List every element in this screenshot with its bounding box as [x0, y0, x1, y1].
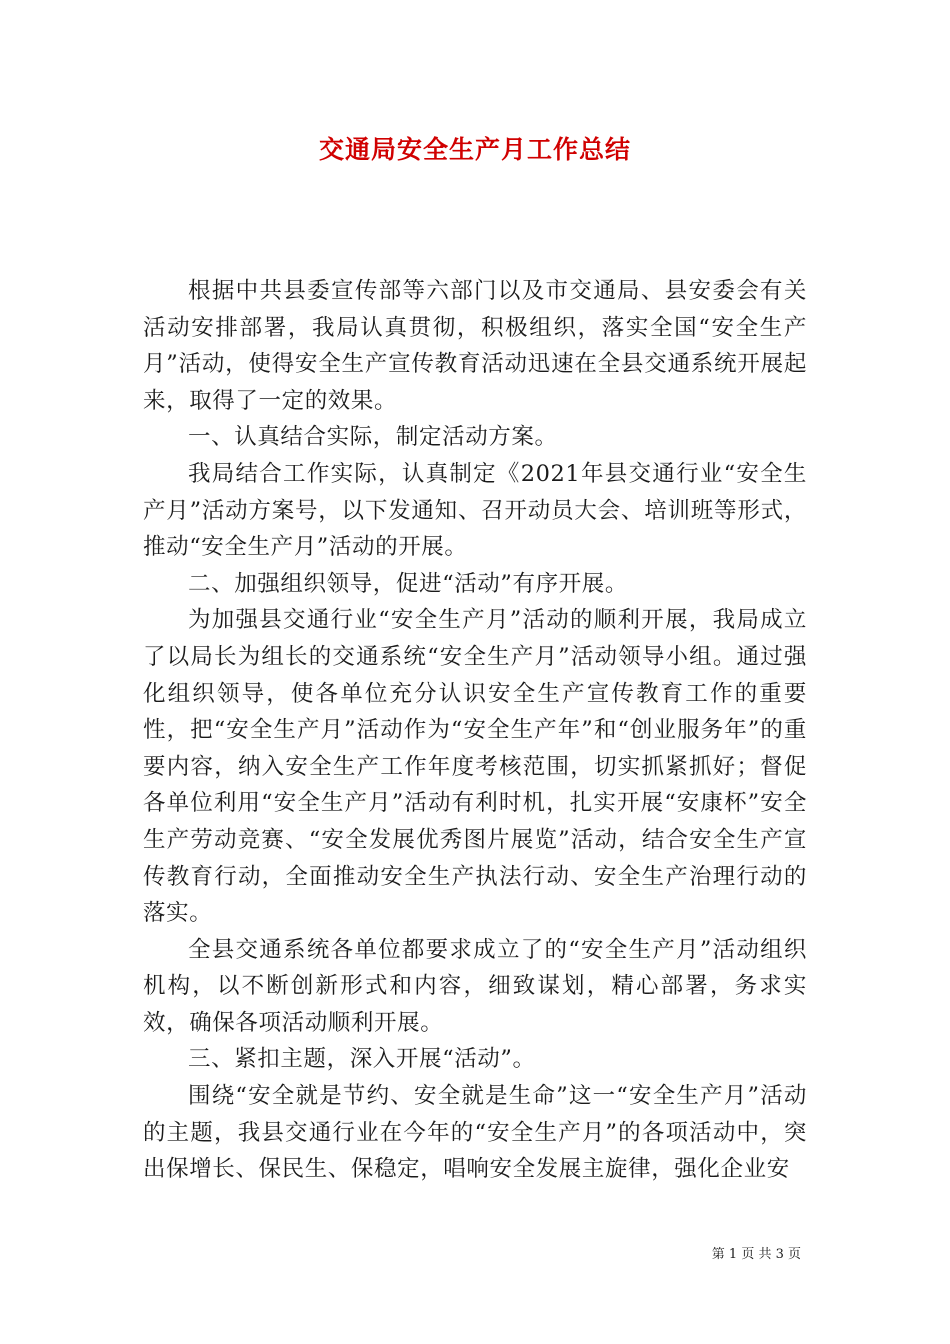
- paragraph-section-2b: 全县交通系统各单位都要求成立了的“安全生产月”活动组织机构，以不断创新形式和内容，细致谋划，精心部署，务求实效，确保各项活动顺利开展。: [143, 936, 807, 1036]
- paragraph-section-3: 围绕“安全就是节约、安全就是生命”这一“安全生产月”活动的主题，我县交通行业在今年的“安全生产月”的各项活动中，突出保增长、保民生、保稳定，唱响安全发展主旋律，强化企业安: [143, 1083, 807, 1183]
- section-heading-2: 二、加强组织领导，促进“活动”有序开展。: [188, 570, 629, 597]
- document-title: 交通局安全生产月工作总结: [318, 135, 631, 164]
- paragraph-section-2a: 为加强县交通行业“安全生产月”活动的顺利开展，我局成立了以局长为组长的交通系统“安全生产月”活动领导小组。通过强化组织领导，使各单位充分认识安全生产宣传教育工作的重要性，把“安全生产月”活动作为“安全生产年”和“创业服务年”的重要内容，纳入安全生产工作年度考核范围，切实抓紧抓好；督促各单位利用“安全生产月”活动有利时机，扎实开展“安康杯”安全生产劳动竞赛、“安全发展优秀图片展览”活动，结合安全生产宣传教育行动，全面推动安全生产执法行动、安全生产治理行动的落实。: [143, 607, 807, 927]
- page-number: 第 1 页 共 3 页: [711, 1247, 801, 1262]
- section-heading-1: 一、认真结合实际，制定活动方案。: [188, 424, 558, 451]
- paragraph-intro: 根据中共县委宣传部等六部门以及市交通局、县安委会有关活动安排部署，我局认真贯彻，积极组织，落实全国“安全生产月”活动，使得安全生产宣传教育活动迅速在全县交通系统开展起来，取得了一定的效果。: [143, 278, 807, 414]
- paragraph-section-1: 我局结合工作实际，认真制定《2021年县交通行业“安全生产月”活动方案号，以下发通知、召开动员大会、培训班等形式，推动“安全生产月”活动的开展。: [143, 460, 807, 561]
- section-heading-3: 三、紧扣主题，深入开展“活动”。: [188, 1046, 536, 1073]
- document-body: [143, 273, 807, 1188]
